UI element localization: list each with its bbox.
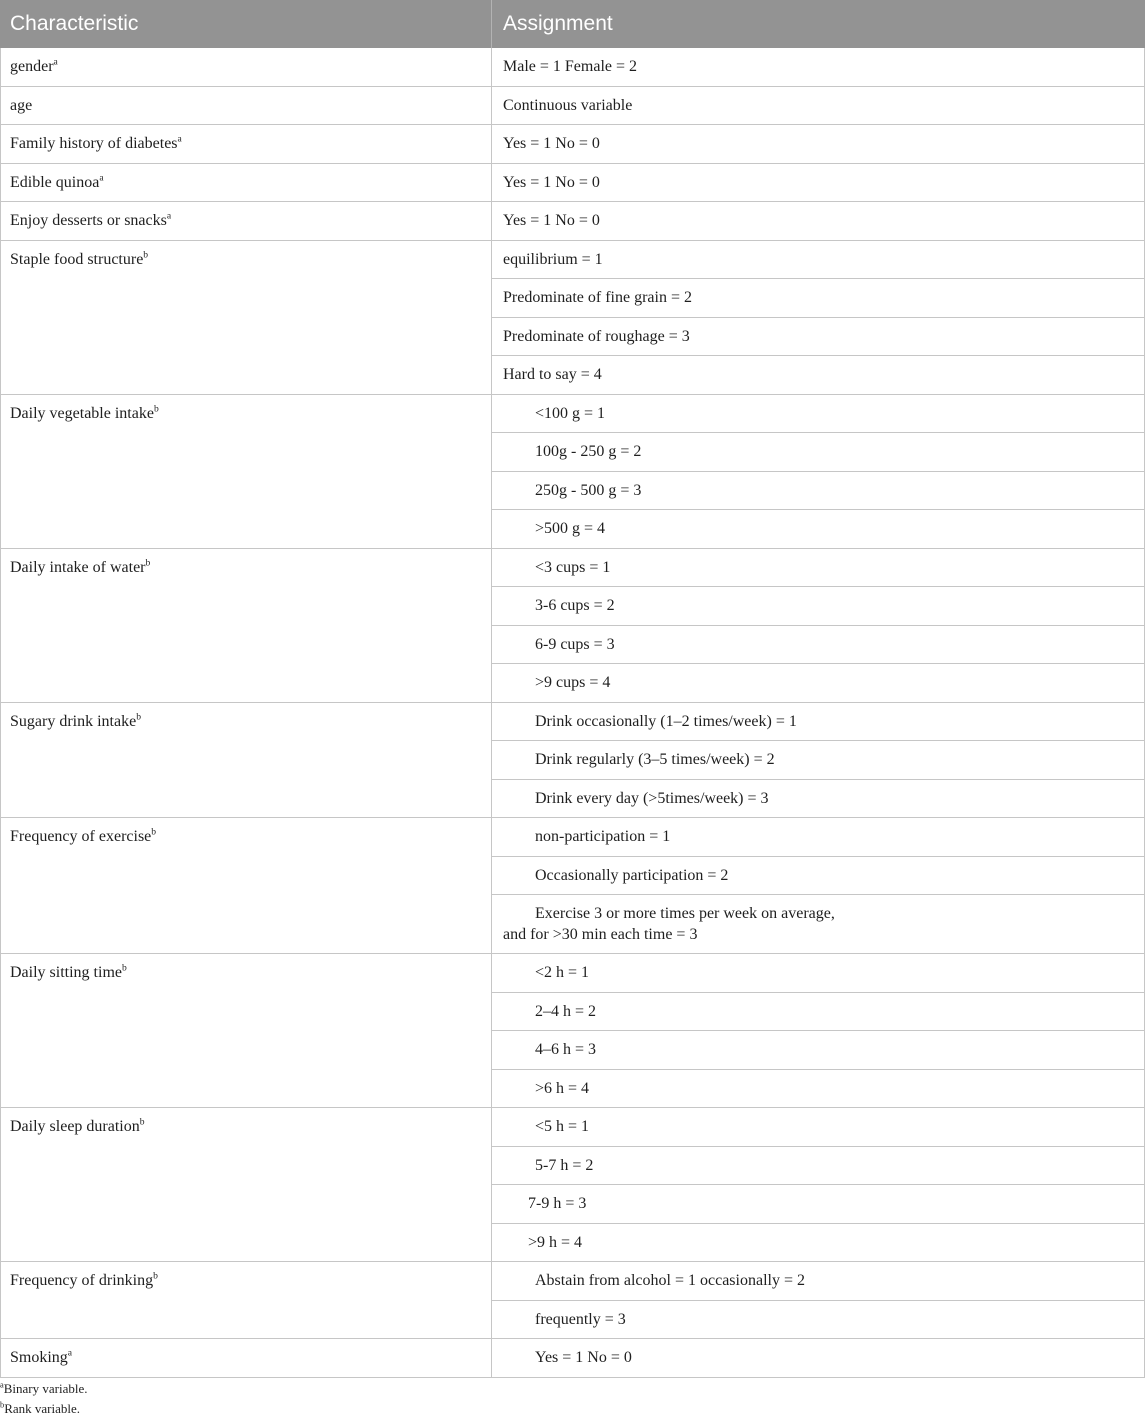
assignment-cell: Yes = 1 No = 0 bbox=[492, 202, 1144, 241]
assignment-cell: Male = 1 Female = 2 bbox=[492, 48, 1144, 87]
characteristic-cell: Frequency of exercise$^b$ bbox=[1, 818, 492, 954]
assignment-column bbox=[492, 1262, 1144, 1339]
table-row-exercise bbox=[0, 818, 1145, 954]
footnote-marker: b bbox=[139, 1116, 145, 1128]
assignment-cell: 7-9 h = 3 bbox=[492, 1185, 1144, 1224]
footnote: $^b$Rank variable. bbox=[0, 1399, 81, 1416]
assignment-cell: <100 g = 1 bbox=[492, 395, 1144, 434]
assignment-cell: <2 h = 1 bbox=[492, 954, 1144, 993]
characteristic-cell: Edible quinoa$^a$ bbox=[1, 164, 492, 203]
characteristic-cell: Staple food structure$^b$ bbox=[1, 241, 492, 395]
table-row-drinking bbox=[0, 1262, 1145, 1339]
assignment-cell: Continuous variable bbox=[492, 87, 1144, 126]
table-header bbox=[0, 0, 1145, 48]
assignment-cell: Exercise 3 or more times per week on average, and for >30 min each time = 3 bbox=[492, 895, 1144, 954]
assignment-cell: 3-6 cups = 2 bbox=[492, 587, 1144, 626]
assignment-cell: <3 cups = 1 bbox=[492, 549, 1144, 588]
header-assignment: Assignment bbox=[503, 12, 613, 35]
assignment-cell: Predominate of roughage = 3 bbox=[492, 318, 1144, 357]
assignment-column bbox=[492, 241, 1144, 395]
assignment-column bbox=[492, 549, 1144, 703]
footnote-marker: b bbox=[145, 557, 151, 569]
assignment-column bbox=[492, 1339, 1144, 1378]
footnote-marker: a bbox=[99, 172, 104, 184]
assignment-cell: 2–4 h = 2 bbox=[492, 993, 1144, 1032]
assignment-cell: >9 cups = 4 bbox=[492, 664, 1144, 703]
table-row-staple-food bbox=[0, 241, 1145, 395]
footnote-marker: a bbox=[0, 1379, 4, 1390]
table-row-age bbox=[0, 87, 1145, 126]
table-row-edible-quinoa bbox=[0, 164, 1145, 203]
characteristic-cell: Frequency of drinking$^b$ bbox=[1, 1262, 492, 1339]
assignment-cell: 100g - 250 g = 2 bbox=[492, 433, 1144, 472]
footnote-marker: b bbox=[151, 826, 157, 838]
table-footnotes bbox=[0, 1379, 88, 1418]
footnote: $^a$Binary variable. bbox=[0, 1379, 88, 1396]
footnote-marker: b bbox=[136, 711, 141, 723]
table-row-sitting-time bbox=[0, 954, 1145, 1108]
characteristic-cell: Daily sitting time$^b$ bbox=[1, 954, 492, 1108]
assignment-column bbox=[492, 87, 1144, 126]
table-row-vegetable-intake bbox=[0, 395, 1145, 549]
assignment-column bbox=[492, 1108, 1144, 1262]
footnote-marker: a bbox=[67, 1347, 73, 1359]
characteristic-cell: gender$^a$ bbox=[1, 48, 492, 87]
table-row-gender bbox=[0, 48, 1145, 87]
assignment-cell: frequently = 3 bbox=[492, 1301, 1144, 1340]
header-characteristic: Characteristic bbox=[0, 0, 492, 48]
assignment-column bbox=[492, 202, 1144, 241]
assignment-cell: Drink regularly (3–5 times/week) = 2 bbox=[492, 741, 1144, 780]
assignment-cell: Drink every day (>5times/week) = 3 bbox=[492, 780, 1144, 819]
assignment-cell: >9 h = 4 bbox=[492, 1224, 1144, 1263]
table-row-sugary-drink bbox=[0, 703, 1145, 819]
table-row-desserts bbox=[0, 202, 1145, 241]
footnote-marker: a bbox=[166, 210, 172, 222]
characteristic-cell: Daily vegetable intake$^b$ bbox=[1, 395, 492, 549]
assignment-cell: 5-7 h = 2 bbox=[492, 1147, 1144, 1186]
assignment-column bbox=[492, 164, 1144, 203]
assignment-cell: Yes = 1 No = 0 bbox=[492, 164, 1144, 203]
assignment-cell: <5 h = 1 bbox=[492, 1108, 1144, 1147]
assignment-column bbox=[492, 703, 1144, 819]
assignment-cell: >500 g = 4 bbox=[492, 510, 1144, 549]
assignment-cell: Yes = 1 No = 0 bbox=[492, 1339, 1144, 1378]
footnote-marker: b bbox=[153, 1270, 158, 1282]
characteristic-cell: Family history of diabetes$^a$ bbox=[1, 125, 492, 164]
assignment-cell: equilibrium = 1 bbox=[492, 241, 1144, 280]
assignment-column bbox=[492, 48, 1144, 87]
assignment-cell: 250g - 500 g = 3 bbox=[492, 472, 1144, 511]
characteristic-cell: Sugary drink intake$^b$ bbox=[1, 703, 492, 819]
characteristic-cell: Smoking$^a$ bbox=[1, 1339, 492, 1378]
assignment-cell: Yes = 1 No = 0 bbox=[492, 125, 1144, 164]
assignment-cell: Drink occasionally (1–2 times/week) = 1 bbox=[492, 703, 1144, 742]
assignment-column bbox=[492, 395, 1144, 549]
assignment-column bbox=[492, 954, 1144, 1108]
footnote-marker: a bbox=[177, 133, 182, 145]
assignment-cell: Occasionally participation = 2 bbox=[492, 857, 1144, 896]
assignment-column bbox=[492, 818, 1144, 954]
table-row-sleep-duration bbox=[0, 1108, 1145, 1262]
assignment-cell: >6 h = 4 bbox=[492, 1070, 1144, 1109]
table-row-smoking bbox=[0, 1339, 1145, 1378]
table-row-family-history bbox=[0, 125, 1145, 164]
footnote-marker: b bbox=[122, 962, 127, 974]
footnote-marker: a bbox=[53, 56, 58, 68]
characteristic-cell: Daily sleep duration$^b$ bbox=[1, 1108, 492, 1262]
table-row-water-intake bbox=[0, 549, 1145, 703]
assignment-column bbox=[492, 125, 1144, 164]
assignment-cell: Predominate of fine grain = 2 bbox=[492, 279, 1144, 318]
footnote-marker: b bbox=[0, 1399, 5, 1410]
footnote-marker: b bbox=[153, 403, 159, 415]
characteristic-cell: Enjoy desserts or snacks$^a$ bbox=[1, 202, 492, 241]
assignment-cell: non-participation = 1 bbox=[492, 818, 1144, 857]
assignment-cell: Abstain from alcohol = 1 occasionally = 2 bbox=[492, 1262, 1144, 1301]
assignment-cell: 4–6 h = 3 bbox=[492, 1031, 1144, 1070]
assignment-cell: 6-9 cups = 3 bbox=[492, 626, 1144, 665]
characteristic-cell: age bbox=[1, 87, 492, 126]
characteristic-cell: Daily intake of water$^b$ bbox=[1, 549, 492, 703]
footnote-marker: b bbox=[143, 249, 149, 261]
assignment-cell: Hard to say = 4 bbox=[492, 356, 1144, 395]
